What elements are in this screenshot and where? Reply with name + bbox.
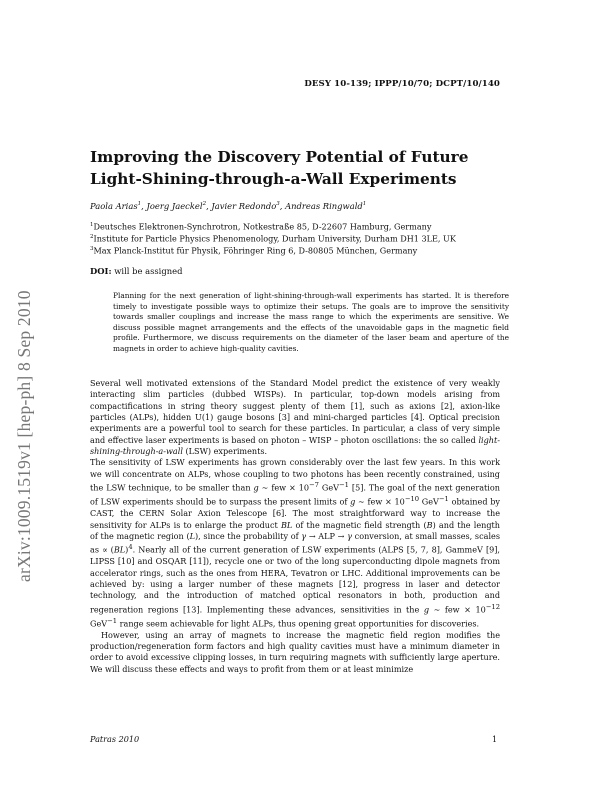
title-line-1: Improving the Discovery Potential of Future	[90, 148, 469, 166]
arxiv-stamp[interactable]: arXiv:1009.1519v1 [hep-ph] 8 Sep 2010	[14, 290, 34, 582]
doi-label: DOI:	[90, 266, 112, 276]
doi-line	[90, 266, 182, 276]
affiliation-1: $^1$Deutsches Elektronen-Synchrotron, Notkestraße 85, D-22607 Hamburg, Germany	[90, 221, 432, 232]
doi-value: will be assigned	[111, 266, 183, 276]
paragraph-3: However, using an array of magnets to increase the magnetic field region modifies the production/regeneration form factors and high quality cavities must have a minimum diameter in order to avoid excessive clipping losses, in turn requiring magnets with sufficiently large aperture. We will discuss these effects and ways to profit from them or at least minimize	[90, 629, 500, 674]
report-id: DESY 10-139; IPPP/10/70; DCPT/10/140	[304, 79, 500, 89]
author-list: Paola Arias$^1$, Joerg Jaeckel$^2$, Javier Redondo$^3$, Andreas Ringwald$^1$	[90, 201, 367, 211]
footer-conference: Patras 2010	[90, 734, 140, 744]
title-line-2: Light-Shining-through-a-Wall Experiments	[90, 170, 457, 188]
paragraph-1: Several well motivated extensions of the Standard Model predict the existence of very weakly interacting slim particles (dubbed WISPs). In particular, top-down models arising from compactifications in string theory suggest plenty of them [1], such as axions [2], axion-like particles (ALPs), hidden U(1) gauge bosons [3] and mini-charged particles [4]. Optical precision experiments are a powerful tool to search for these particles. In particular, a class of very simple and effective laser experiments is based on photon – WISP – photon oscillations: the so called light-shining-through-a-wall (LSW) experiments.	[90, 378, 500, 457]
affiliation-2: $^2$Institute for Particle Physics Phenomenology, Durham University, Durham DH1 3LE, UK	[90, 233, 456, 244]
paper-title	[90, 146, 530, 190]
abstract: Planning for the next generation of light-shining-through-wall experiments has started. It is therefore timely to investigate possible ways to optimize their setups. The goals are to improve the sensitivity towards smaller couplings and increase the mass range to which the experiments are sensitive. We discuss possible magnet arrangements and the effects of the unavoidable gaps in the magnetic field profile. Furthermore, we discuss requirements on the diameter of the laser beam and aperture of the magnets in order to achieve high-quality cavities.	[113, 291, 509, 353]
paragraph-2: The sensitivity of LSW experiments has grown considerably over the last few years. In this work we will concentrate on ALPs, whose coupling to two photons has been recently constrained, using the LSW technique, to be smaller than g ∼ few × $10^{-7}$ GeV$^{-1}$ [5]. The goal of the next generation of LSW experiments should be to surpass the present limits of g ∼ few × $10^{-10}$ GeV$^{-1}$ obtained by CAST, the CERN Solar Axion Telescope [6]. The most straightforward way to increase the sensitivity for ALPs is to enlarge the product BL of the magnetic field strength (B) and the length of the magnetic region (L), since the probability of γ → ALP → γ conversion, at small masses, scales as ∝ (BL)$^4$. Nearly all of the current generation of LSW experiments (ALPS [5, 7, 8], GammeV [9], LIPSS [10] and OSQAR [11]), recycle one or two of the long superconducting dipole magnets from accelerator rings, such as the ones from HERA, Tevatron or LHC. Additional improvements can be achieved by: using a larger number of these magnets [12], progress in laser and detector technology, and the introduction of matched optical resonators in both, production and regeneration regions [13]. Implementing these advances, sensitivities in the g ∼ few × $10^{-12}$ GeV$^{-1}$ range seem achievable for light ALPs, thus opening great opportunities for discoveries.	[90, 457, 501, 629]
page-number: 1	[492, 734, 498, 744]
body-text	[90, 378, 500, 675]
affiliation-3: $^3$Max Planck-Institut für Physik, Föhringer Ring 6, D-80805 München, Germany	[90, 245, 418, 256]
